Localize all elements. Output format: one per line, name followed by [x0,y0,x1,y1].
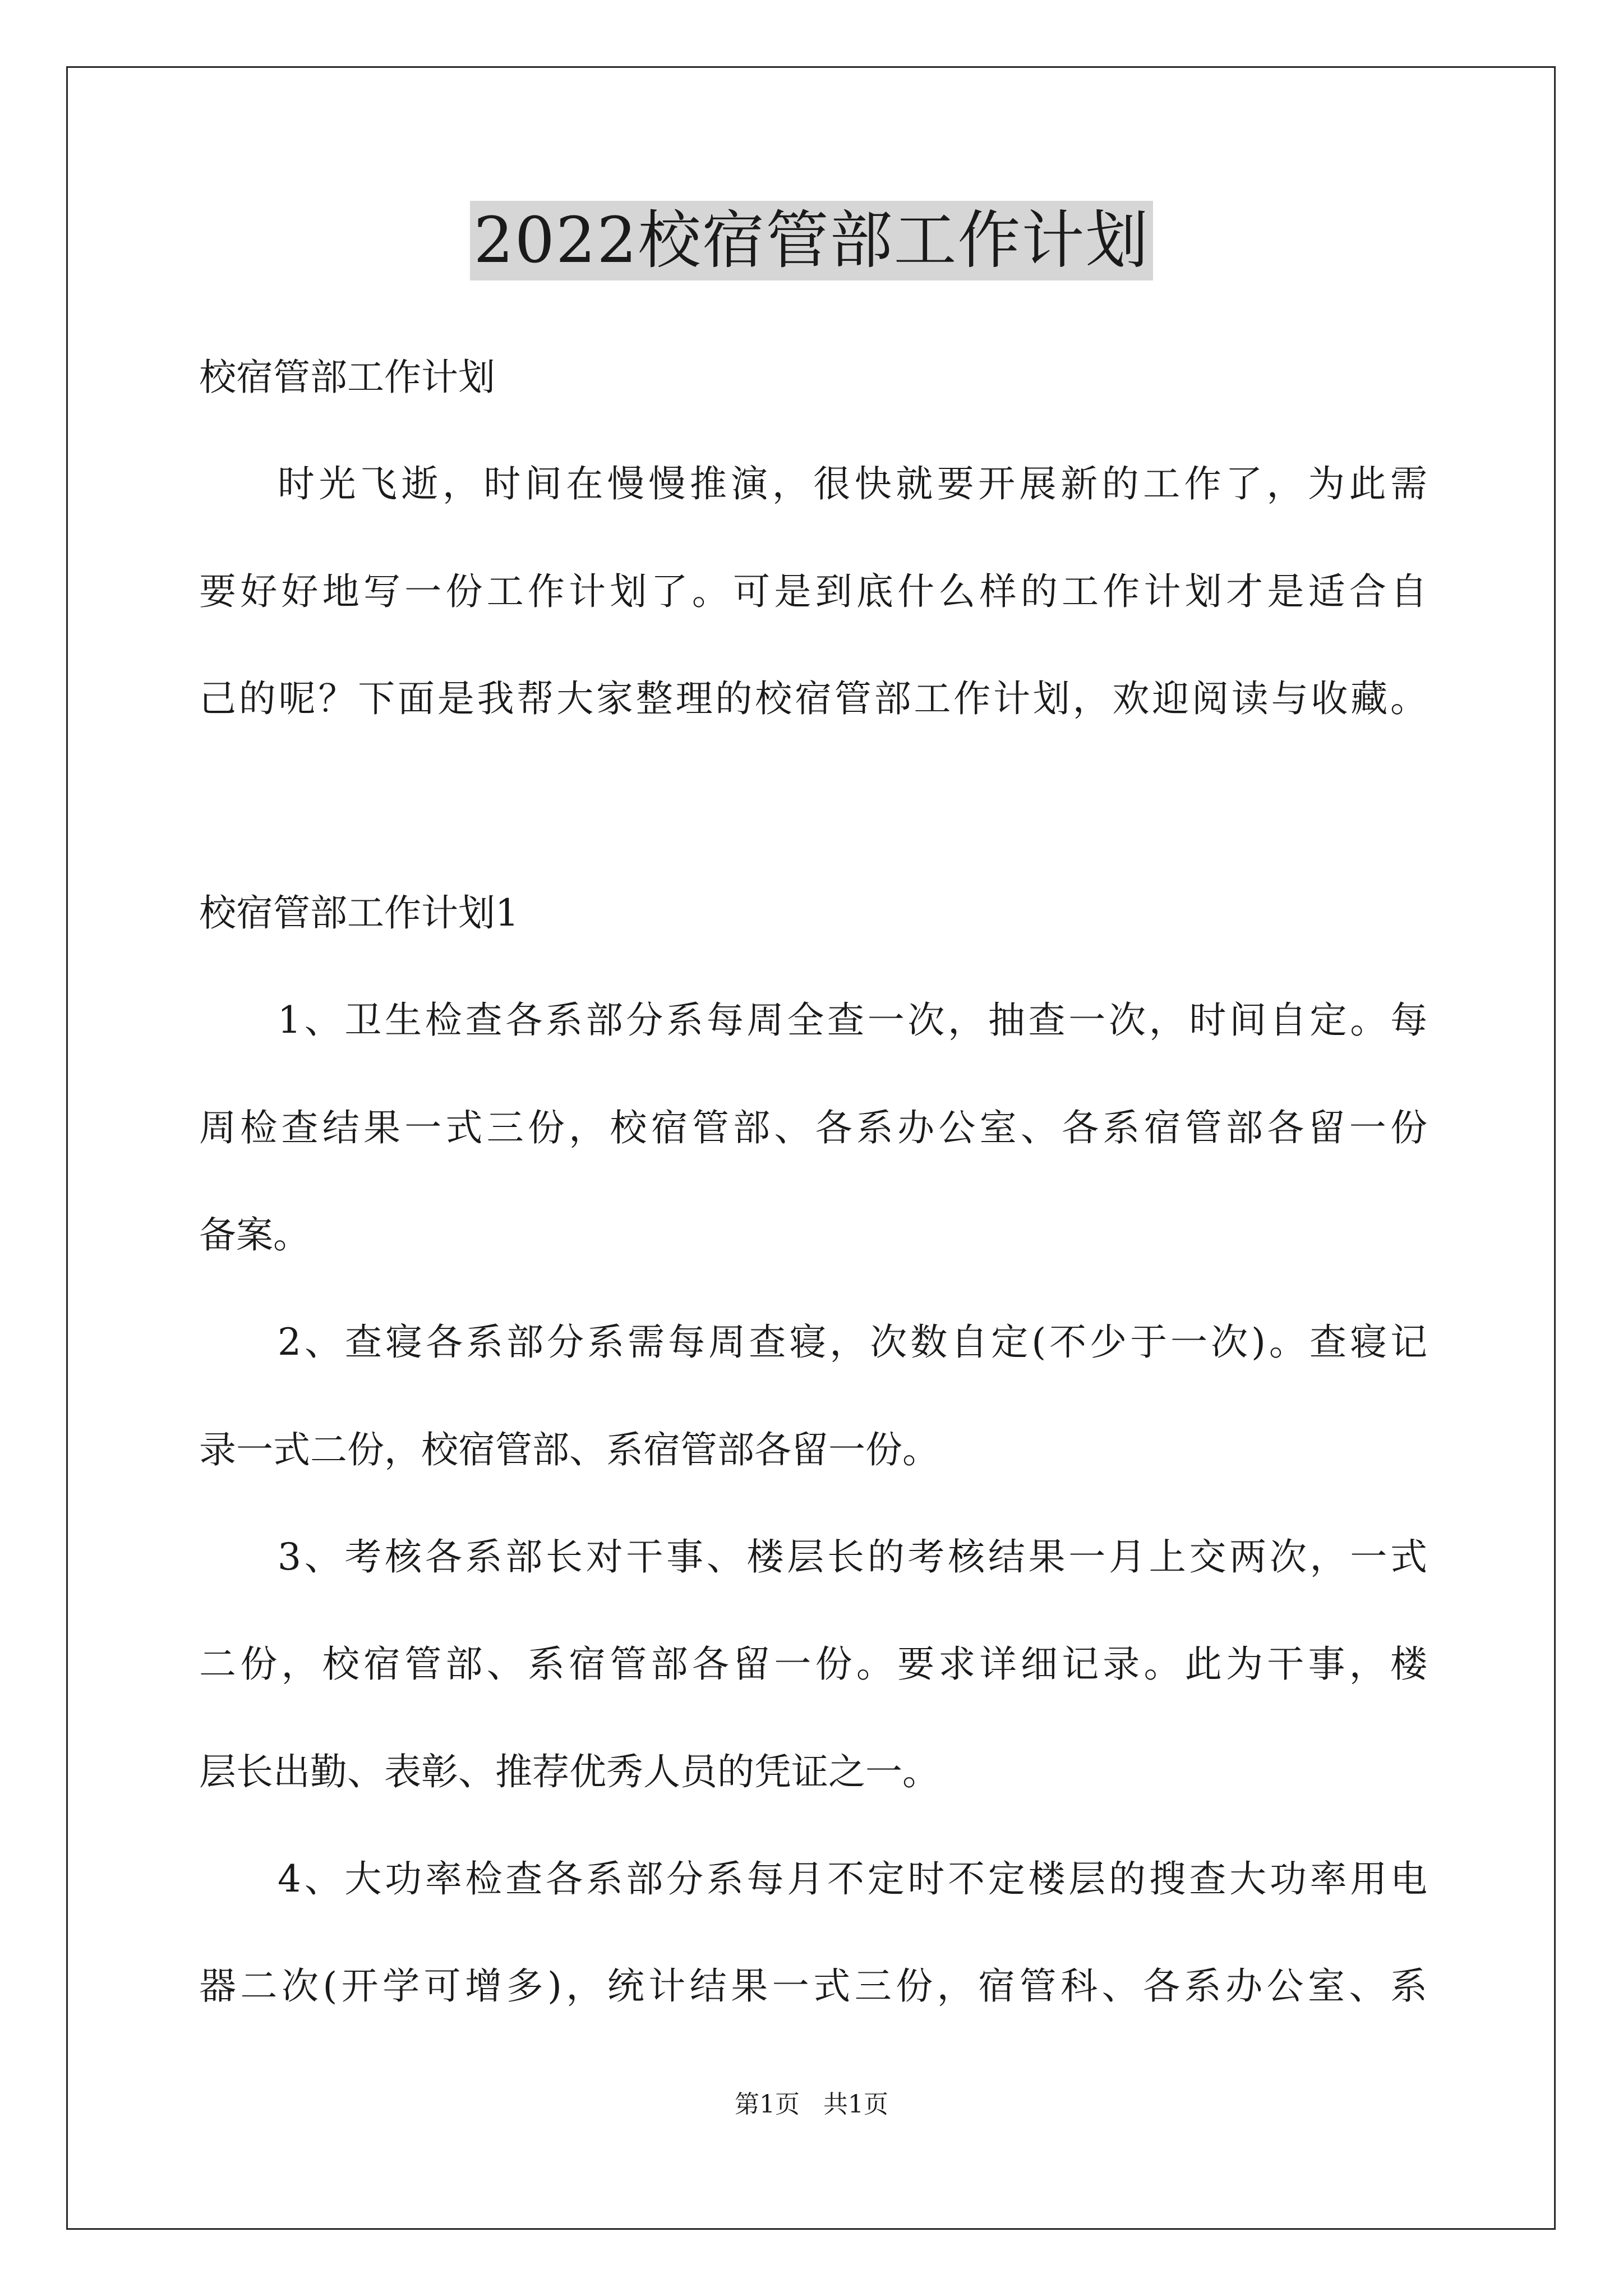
paragraph-line: 周检查结果一式三份，校宿管部、各系办公室、各系宿管部各留一份 [199,1106,1427,1149]
paragraph-line: 己的呢？下面是我帮大家整理的校宿管部工作计划，欢迎阅读与收藏。 [199,677,1427,720]
page-total: 共1页 [823,2090,888,2119]
paragraph-line: 1、卫生检查各系部分系每周全查一次，抽查一次，时间自定。每 [278,999,1427,1042]
page-number: 第1页 [735,2090,800,2119]
page-footer [0,2088,1623,2122]
paragraph-line: 层长出勤、表彰、推荐优秀人员的凭证之一。 [199,1750,939,1793]
paragraph-line: 3、考核各系部长对干事、楼层长的考核结果一月上交两次，一式 [278,1535,1427,1579]
paragraph-line: 二份，校宿管部、系宿管部各留一份。要求详细记录。此为干事，楼 [199,1642,1427,1686]
section-heading: 校宿管部工作计划 [199,356,495,399]
section-heading: 校宿管部工作计划1 [199,891,519,935]
paragraph-line: 2、查寝各系部分系需每周查寝，次数自定(不少于一次)。查寝记 [278,1320,1427,1364]
paragraph-line: 备案。 [199,1213,310,1257]
paragraph-line: 要好好地写一份工作计划了。可是到底什么样的工作计划才是适合自 [199,570,1427,613]
title-block [0,201,1623,280]
paragraph-line: 器二次(开学可增多)，统计结果一式三份，宿管科、各系办公室、系 [199,1964,1427,2008]
paragraph-line: 录一式二份，校宿管部、系宿管部各留一份。 [199,1428,939,1471]
paragraph-line: 4、大功率检查各系部分系每月不定时不定楼层的搜查大功率用电 [278,1857,1427,1901]
paragraph-line: 时光飞逝，时间在慢慢推演，很快就要开展新的工作了，为此需 [278,462,1427,505]
document-title: 2022校宿管部工作计划 [470,201,1152,280]
